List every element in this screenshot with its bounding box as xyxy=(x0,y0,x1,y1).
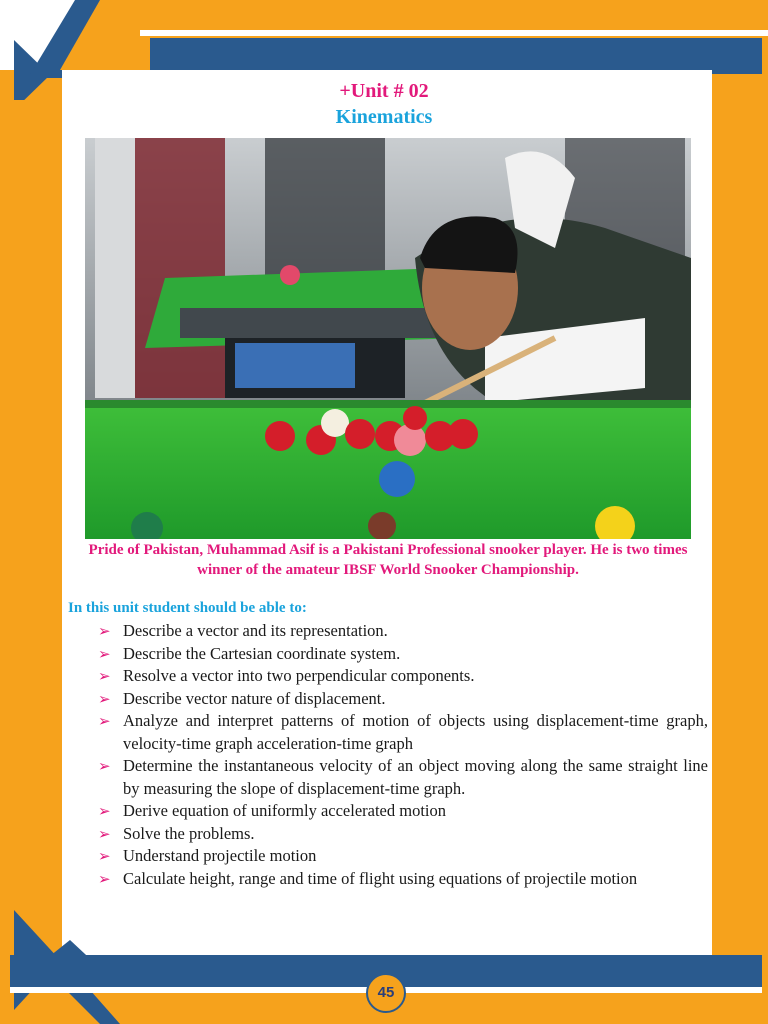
arrow-bullet-icon: ➢ xyxy=(98,622,111,640)
list-item xyxy=(98,710,708,755)
arrow-bullet-icon: ➢ xyxy=(98,824,111,843)
objectives-heading: In this unit student should be able to: xyxy=(68,600,307,616)
arrow-bullet-icon: ➢ xyxy=(98,847,111,865)
arrow-bullet-icon: ➢ xyxy=(98,712,111,730)
unit-title: Kinematics xyxy=(335,106,433,128)
arrow-bullet-icon: ➢ xyxy=(98,802,111,820)
header-bar xyxy=(150,38,762,74)
list-item xyxy=(98,845,708,868)
header-stripe xyxy=(140,30,768,36)
list-item xyxy=(98,868,708,891)
objective-text: Determine the instantaneous velocity of an object moving along the same straight line by measuring the slope of displacement-time graph. xyxy=(123,756,708,798)
objective-text: Understand projectile motion xyxy=(123,846,317,865)
photo-illustration xyxy=(85,138,691,539)
arrow-bullet-icon: ➢ xyxy=(98,757,111,775)
list-item xyxy=(98,823,708,846)
list-item xyxy=(98,800,708,823)
arrow-bullet-icon: ➢ xyxy=(98,644,111,663)
list-item xyxy=(98,755,708,800)
page-number: 45 xyxy=(366,973,406,1013)
arrow-bullet-icon: ➢ xyxy=(98,689,111,708)
list-item xyxy=(98,688,708,711)
arrow-bullet-icon: ➢ xyxy=(98,667,111,685)
list-item xyxy=(98,665,708,688)
objective-text: Resolve a vector into two perpendicular components. xyxy=(123,666,475,685)
objective-text: Describe vector nature of displacement. xyxy=(123,688,386,708)
objective-text: Analyze and interpret patterns of motion of objects using displacement-time graph, velocity-time graph acceleration-time graph xyxy=(123,711,708,753)
objective-text: Solve the problems. xyxy=(123,823,255,843)
arrow-bullet-icon: ➢ xyxy=(98,869,111,888)
objective-text: Calculate height, range and time of flight using equations of projectile motion xyxy=(123,868,638,888)
snooker-player-photo xyxy=(85,138,691,539)
unit-number: +Unit # 02 xyxy=(339,80,429,102)
objectives-list xyxy=(98,620,708,890)
objective-text: Describe a vector and its representation. xyxy=(123,621,388,640)
list-item xyxy=(98,620,708,643)
objective-text: Describe the Cartesian coordinate system. xyxy=(123,643,401,663)
objective-text: Derive equation of uniformly accelerated motion xyxy=(123,801,446,820)
list-item xyxy=(98,643,708,666)
photo-caption: Pride of Pakistan, Muhammad Asif is a Pakistani Professional snooker player. He is two times winner of the amateur IBSF World Snooker Championship. xyxy=(88,542,688,578)
